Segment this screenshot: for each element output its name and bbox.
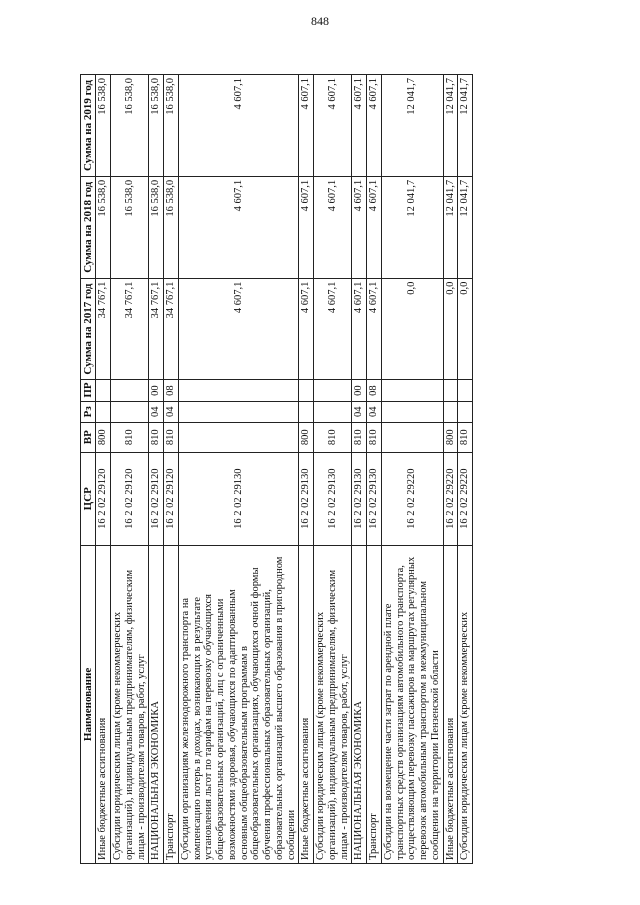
header-name: Наименование (81, 545, 96, 863)
cell-2019: 4 607,1 (299, 75, 314, 177)
cell-csr: 16 2 02 29120 (96, 452, 111, 545)
cell-2017: 0,0 (458, 278, 473, 380)
cell-pr (299, 380, 314, 401)
cell-rz (111, 401, 149, 422)
cell-rz (381, 401, 443, 422)
cell-csr: 16 2 02 29130 (352, 452, 367, 545)
cell-name: Субсидии на возмещение части затрат по арендной плате транспортных средств организациям автомобильного транспорта, осуществляющим перевозку пассажиров на маршрутах регулярных перевозок автомобильным транспортом в межмуниципальном сообщении на территории Пензенской области (381, 545, 443, 863)
cell-pr: 08 (367, 380, 382, 401)
cell-pr (381, 380, 443, 401)
cell-2018: 12 041,7 (458, 176, 473, 278)
cell-vr: 800 (443, 422, 458, 452)
cell-2019: 16 538,0 (149, 75, 164, 177)
cell-pr: 08 (164, 380, 179, 401)
cell-2017: 34 767,1 (149, 278, 164, 380)
page-number: 848 (311, 14, 329, 28)
table-row (443, 75, 458, 864)
cell-name: НАЦИОНАЛЬНАЯ ЭКОНОМИКА (352, 545, 367, 863)
cell-pr (178, 380, 299, 401)
header-2018: Сумма на 2018 год (81, 176, 96, 278)
cell-name: НАЦИОНАЛЬНАЯ ЭКОНОМИКА (149, 545, 164, 863)
cell-rz: 04 (352, 401, 367, 422)
cell-csr: 16 2 02 29130 (299, 452, 314, 545)
cell-vr: 810 (367, 422, 382, 452)
table-body (96, 75, 473, 864)
table-row (178, 75, 299, 864)
cell-pr (111, 380, 149, 401)
cell-pr (96, 380, 111, 401)
cell-pr: 00 (352, 380, 367, 401)
cell-2018: 12 041,7 (443, 176, 458, 278)
cell-vr: 810 (164, 422, 179, 452)
cell-pr: 00 (149, 380, 164, 401)
cell-name: Субсидии юридическим лицам (кроме некоммерческих (458, 545, 473, 863)
cell-2018: 12 041,7 (381, 176, 443, 278)
cell-name: Субсидии юридическим лицам (кроме некоммерческих организаций), индивидуальным предпринимателям, физическим лицам - производителям товаров, работ, услуг (111, 545, 149, 863)
header-2017: Сумма на 2017 год (81, 278, 96, 380)
cell-2017: 4 607,1 (314, 278, 352, 380)
table-row (111, 75, 149, 864)
cell-2018: 16 538,0 (149, 176, 164, 278)
budget-table (80, 74, 473, 864)
cell-2019: 4 607,1 (314, 75, 352, 177)
cell-2017: 34 767,1 (164, 278, 179, 380)
cell-2018: 4 607,1 (299, 176, 314, 278)
cell-2019: 4 607,1 (178, 75, 299, 177)
table-row (299, 75, 314, 864)
cell-2019: 16 538,0 (96, 75, 111, 177)
cell-2017: 4 607,1 (299, 278, 314, 380)
table-row (164, 75, 179, 864)
cell-csr: 16 2 02 29220 (381, 452, 443, 545)
cell-2017: 0,0 (381, 278, 443, 380)
cell-2018: 16 538,0 (96, 176, 111, 278)
cell-name: Иные бюджетные ассигнования (443, 545, 458, 863)
cell-2018: 4 607,1 (178, 176, 299, 278)
cell-vr: 810 (149, 422, 164, 452)
cell-name: Иные бюджетные ассигнования (96, 545, 111, 863)
cell-rz (458, 401, 473, 422)
cell-vr: 810 (458, 422, 473, 452)
cell-name: Субсидии юридическим лицам (кроме некоммерческих организаций), индивидуальным предпринимателям, физическим лицам - производителям товаров, работ, услуг (314, 545, 352, 863)
table-row (149, 75, 164, 864)
cell-2017: 34 767,1 (96, 278, 111, 380)
cell-csr: 16 2 02 29120 (149, 452, 164, 545)
cell-csr: 16 2 02 29220 (443, 452, 458, 545)
cell-2019: 12 041,7 (458, 75, 473, 177)
cell-rz (443, 401, 458, 422)
cell-name: Транспорт (164, 545, 179, 863)
cell-csr: 16 2 02 29220 (458, 452, 473, 545)
budget-table-container (80, 74, 540, 864)
cell-vr: 810 (111, 422, 149, 452)
cell-csr: 16 2 02 29130 (367, 452, 382, 545)
cell-2017: 0,0 (443, 278, 458, 380)
cell-2019: 4 607,1 (367, 75, 382, 177)
cell-name: Субсидии организациям железнодорожного транспорта на компенсацию потерь в доходах, возникающих в результате установления льгот по тарифам на перевозку обучающихся общеобразовательных организаций, лиц с ограниченными возможностями здоровья, обучающихся по адаптированным основным общеобразовательным программам в общеобразовательных организациях, обучающихся очной формы обучения профессиональных образовательных организаций, образовательных организаций высшего образования в пригородном сообщении (178, 545, 299, 863)
cell-rz: 04 (164, 401, 179, 422)
table-row (381, 75, 443, 864)
cell-rz (314, 401, 352, 422)
cell-pr (458, 380, 473, 401)
cell-2017: 34 767,1 (111, 278, 149, 380)
cell-vr (381, 422, 443, 452)
cell-vr: 810 (314, 422, 352, 452)
table-row (96, 75, 111, 864)
cell-2017: 4 607,1 (367, 278, 382, 380)
cell-vr: 800 (96, 422, 111, 452)
header-rz: Рз (81, 401, 96, 422)
cell-2019: 16 538,0 (164, 75, 179, 177)
cell-csr: 16 2 02 29120 (164, 452, 179, 545)
cell-rz (299, 401, 314, 422)
table-row (458, 75, 473, 864)
cell-2018: 16 538,0 (111, 176, 149, 278)
cell-2019: 16 538,0 (111, 75, 149, 177)
header-2019: Сумма на 2019 год (81, 75, 96, 177)
cell-pr (443, 380, 458, 401)
table-row (367, 75, 382, 864)
cell-vr (178, 422, 299, 452)
cell-rz (96, 401, 111, 422)
header-csr: ЦСР (81, 452, 96, 545)
cell-vr: 800 (299, 422, 314, 452)
table-row (314, 75, 352, 864)
cell-2019: 4 607,1 (352, 75, 367, 177)
cell-vr: 810 (352, 422, 367, 452)
cell-rz (178, 401, 299, 422)
header-vr: ВР (81, 422, 96, 452)
cell-name: Иные бюджетные ассигнования (299, 545, 314, 863)
cell-2019: 12 041,7 (381, 75, 443, 177)
cell-rz: 04 (149, 401, 164, 422)
cell-2018: 4 607,1 (367, 176, 382, 278)
cell-name: Транспорт (367, 545, 382, 863)
table-row (352, 75, 367, 864)
cell-csr: 16 2 02 29120 (111, 452, 149, 545)
cell-pr (314, 380, 352, 401)
cell-2018: 4 607,1 (314, 176, 352, 278)
cell-csr: 16 2 02 29130 (178, 452, 299, 545)
header-pr: ПР (81, 380, 96, 401)
cell-2019: 12 041,7 (443, 75, 458, 177)
table-header-row (81, 75, 96, 864)
cell-2017: 4 607,1 (178, 278, 299, 380)
cell-csr: 16 2 02 29130 (314, 452, 352, 545)
cell-rz: 04 (367, 401, 382, 422)
cell-2018: 16 538,0 (164, 176, 179, 278)
cell-2017: 4 607,1 (352, 278, 367, 380)
cell-2018: 4 607,1 (352, 176, 367, 278)
